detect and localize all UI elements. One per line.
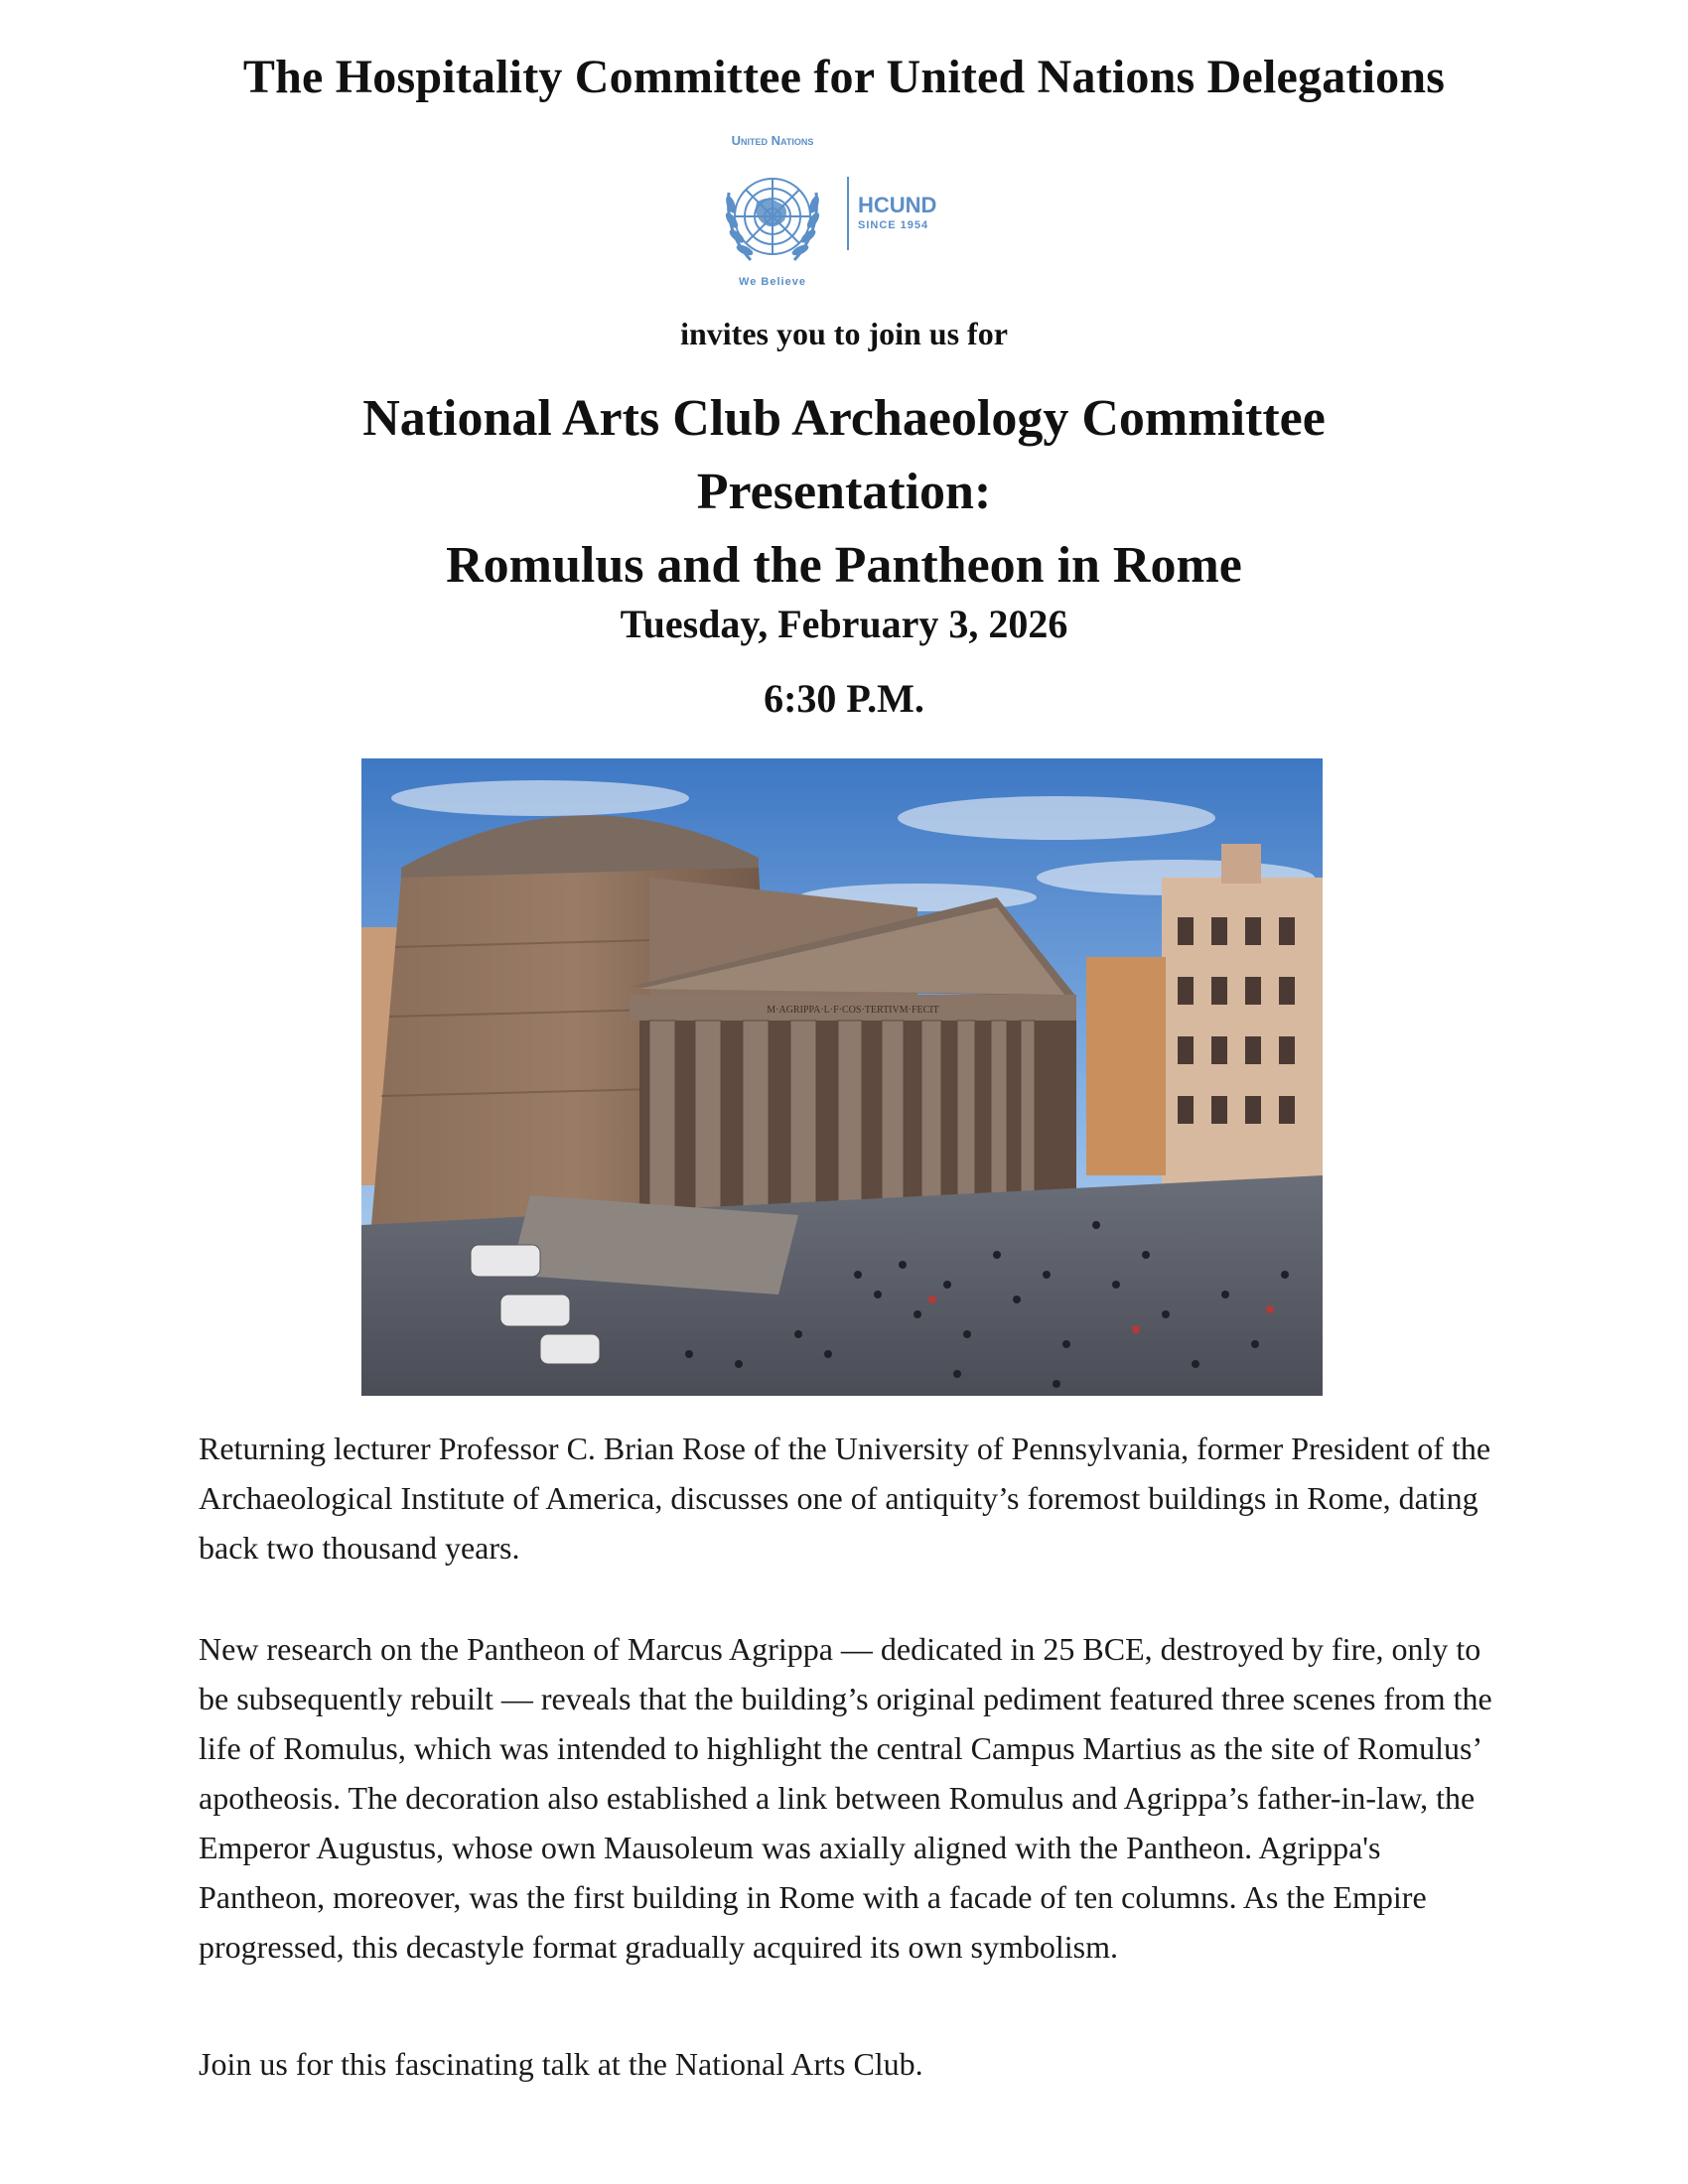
portico-inscription: M·AGRIPPA·L·F·COS·TERTIVM·FECIT — [767, 1005, 939, 1016]
paragraph-research — [199, 1624, 1509, 1972]
paragraph-closing — [199, 2039, 1509, 2089]
paragraph-2: New research on the Pantheon of Marcus Agrippa — dedicated in 25 BCE, destroyed by fire, only to be subsequently rebuilt — reveals that the building’s original pediment featured three scenes from the life of Romulus, which was intended to highlight the central Campus Martius as the site of Romulus’ apotheosis. The decoration also established a link between Romulus and Agrippa’s father-in-law, the Emperor Augustus, whose own Mausoleum was axially aligned with the Pantheon. Agrippa's Pantheon, moreover, was the first building in Rome with a facade of ten columns. As the Empire progressed, this decastyle format gradually acquired its own symbolism. — [199, 1631, 1492, 1965]
logo-text-top: United Nations — [731, 133, 814, 148]
event-title-line-1: National Arts Club Archaeology Committee — [362, 390, 1326, 447]
event-title-line-3: Romulus and the Pantheon in Rome — [446, 537, 1242, 594]
event-time: 6:30 P.M. — [764, 676, 924, 721]
logo-brand: HCUND — [858, 193, 937, 217]
organization-title: The Hospitality Committee for United Nations Delegations — [242, 51, 1446, 103]
un-hcund-logo — [701, 133, 987, 292]
pantheon-photo — [361, 758, 1323, 1396]
pantheon-illustration — [361, 758, 1323, 1396]
event-date: Tuesday, February 3, 2026 — [620, 602, 1068, 646]
paragraph-speaker — [199, 1424, 1509, 1572]
paragraph-3: Join us for this fascinating talk at the National Arts Club. — [199, 2046, 923, 2082]
invite-line: invites you to join us for — [680, 316, 1008, 351]
un-emblem-icon — [701, 133, 987, 292]
paragraph-1: Returning lecturer Professor C. Brian Rose of the University of Pennsylvania, former President of the Archaeological Institute of America, discusses one of antiquity’s foremost buildings in Rome, dating back two thousand years. — [199, 1431, 1491, 1566]
logo-text-bottom: We Believe — [739, 276, 806, 288]
event-title — [0, 382, 1688, 603]
event-title-line-2: Presentation: — [696, 464, 992, 520]
logo-since: SINCE 1954 — [858, 219, 929, 231]
